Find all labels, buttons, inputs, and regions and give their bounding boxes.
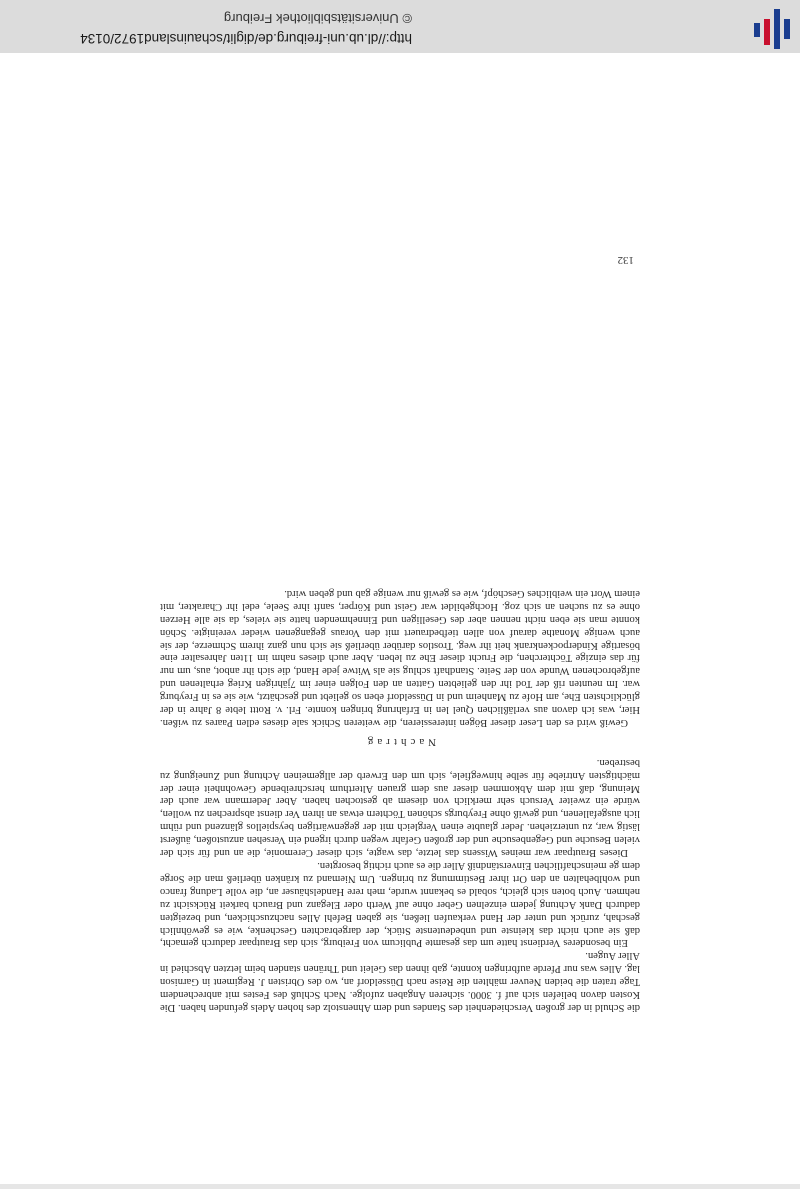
page-edge-bar (0, 1184, 800, 1189)
page-number: 132 (617, 254, 634, 266)
paragraph: Ein besonderes Verdienst hatte um das gesamte Publicum von Freiburg, sich das Brautpaar dadurch gemacht, daß sie auch nicht das kleinste und unbedeutenste Stück, der dargebrachten Geschenke, wie es gewöhnlich geschah, zurück und unter der Hand verkaufen ließen, sie gaben Befehl Alles nachzuschicken, und bezeigten dadurch Dank Achtung jedem einzelnen Geber ohne auf Werth oder Eleganz und Brauch barkeit Rücksicht zu nehmen. Auch boten sich gleich, sobald es bekannt wurde, meh rere Handelshäuser an, die volle Ladung franco und wohlbehalten an den Ort ihrer Bestimmung zu bringen. Um Niemand zu kränken überließ man die Sorge dem ge meinschaftlichen Einverständniß Aller die es auch richtig besorgten. (160, 860, 640, 949)
citation-footer (0, 0, 800, 53)
paragraph: Gewiß wird es den Leser dieser Bögen interessieren, die weiteren Schick sale dieses edlen Paares zu wißen. Hier, was ich davon aus verläßlichen Quel len in Erfahrung bringen konnte. Frl. v. Rottt lebte 8 Jahre in der glücklichsten Ehe, am Hofe zu Manheim und in Düsseldorf eben so geliebt und geschätzt, wie sie es in Freyburg war. Im neunten riß der Tod ihr den geliebten Gatten an den Folgen einer im 7jährigen Krieg erhaltenen und aufgebrochenen Wunde von der Seite. Standhaft schlug sie als Witwe jede Hand, die sich ihr anbot, aus, um nur für das einzige Töchterchen, die Frucht dieser Ehe zu leben. Aber auch dieses nahm im 11ten Jahresalter eine bösartige Kinderpockenkrank heit ihr weg. Trostlos darüber überließ sie sich nun ganz ihrem Schmerze, der sie auch wenige Monathe darauf von allen tiefbedrauert mit den Voraus gegangenen wieder vereinigte. Schön konnte man sie eben nicht nennen aber des Geselligen und Einnehmenden hatte sie vieles, da sie alle Herzen ohne es zu suchen an sich zog. Hochgebildet war Geist und Körper, sanft ihre Seele, edel ihr Charakter, mit einem Wort ein weibliches Geschöpf, wie es gewiß nur wenige gab und geben wird. (160, 587, 640, 728)
paragraph: die Schuld in der großen Verschiedenheit des Standes und dem Ahnenstolz des hohen Adels gefunden haben. Die Kosten davon beliefen sich auf f. 3000. sicheren Angaben zufolge. Nach Schluß des Festes mit anbrechendem Tage traten die beiden Neuver mählten die Reise nach Düsseldorf an, wo des Obristen J. Regiment in Garnison lag. Alles was nur Pferde aufbringen konnte, gab ihnen das Geleit und Thränen standen beim letzten Abschied in Aller Augen. (160, 950, 640, 1013)
page-text (160, 586, 640, 1013)
copyright-notice: © Universitätsbibliothek Freiburg (223, 11, 412, 26)
section-heading: Nachtrag (363, 735, 437, 748)
ub-freiburg-logo-icon (752, 7, 796, 51)
paragraph: Dieses Brautpaar war meines Wissens das letzte, das wagte, sich dieser Ceremonie, die an und für sich der vielen Besuche und Gegenbesuche und der großen Gefahr wegen durch irgend ein Versehen anzustoßen, äußerst lästig war, zu unterziehen. Jeder glaubte einen Vergleich mit der gegenwärtigen beyspiellos glänzend und rühm lich ausgefallenen, und gewiß ohne Freyburgs schönen Töchtern etwas an ihren Ver dienst absprechen zu wollen, würde ein zweiter Versuch sehr merklich von diesem ab gestochen haben. Aber Jedermann war auch der Meinung, daß mit dem Abkommen dieser aus dem grauen Alterthum herschreibende Gewohnheit einer der mächtigsten Antriebe für selbe hinwegfiele, sich um den Erwerb der allgemeinen Achtung und Zuneigung zu bestreben. (160, 756, 640, 859)
source-url-link[interactable]: http://dl.ub.uni-freiburg.de/diglit/schauinsland1972/0134 (80, 31, 412, 46)
